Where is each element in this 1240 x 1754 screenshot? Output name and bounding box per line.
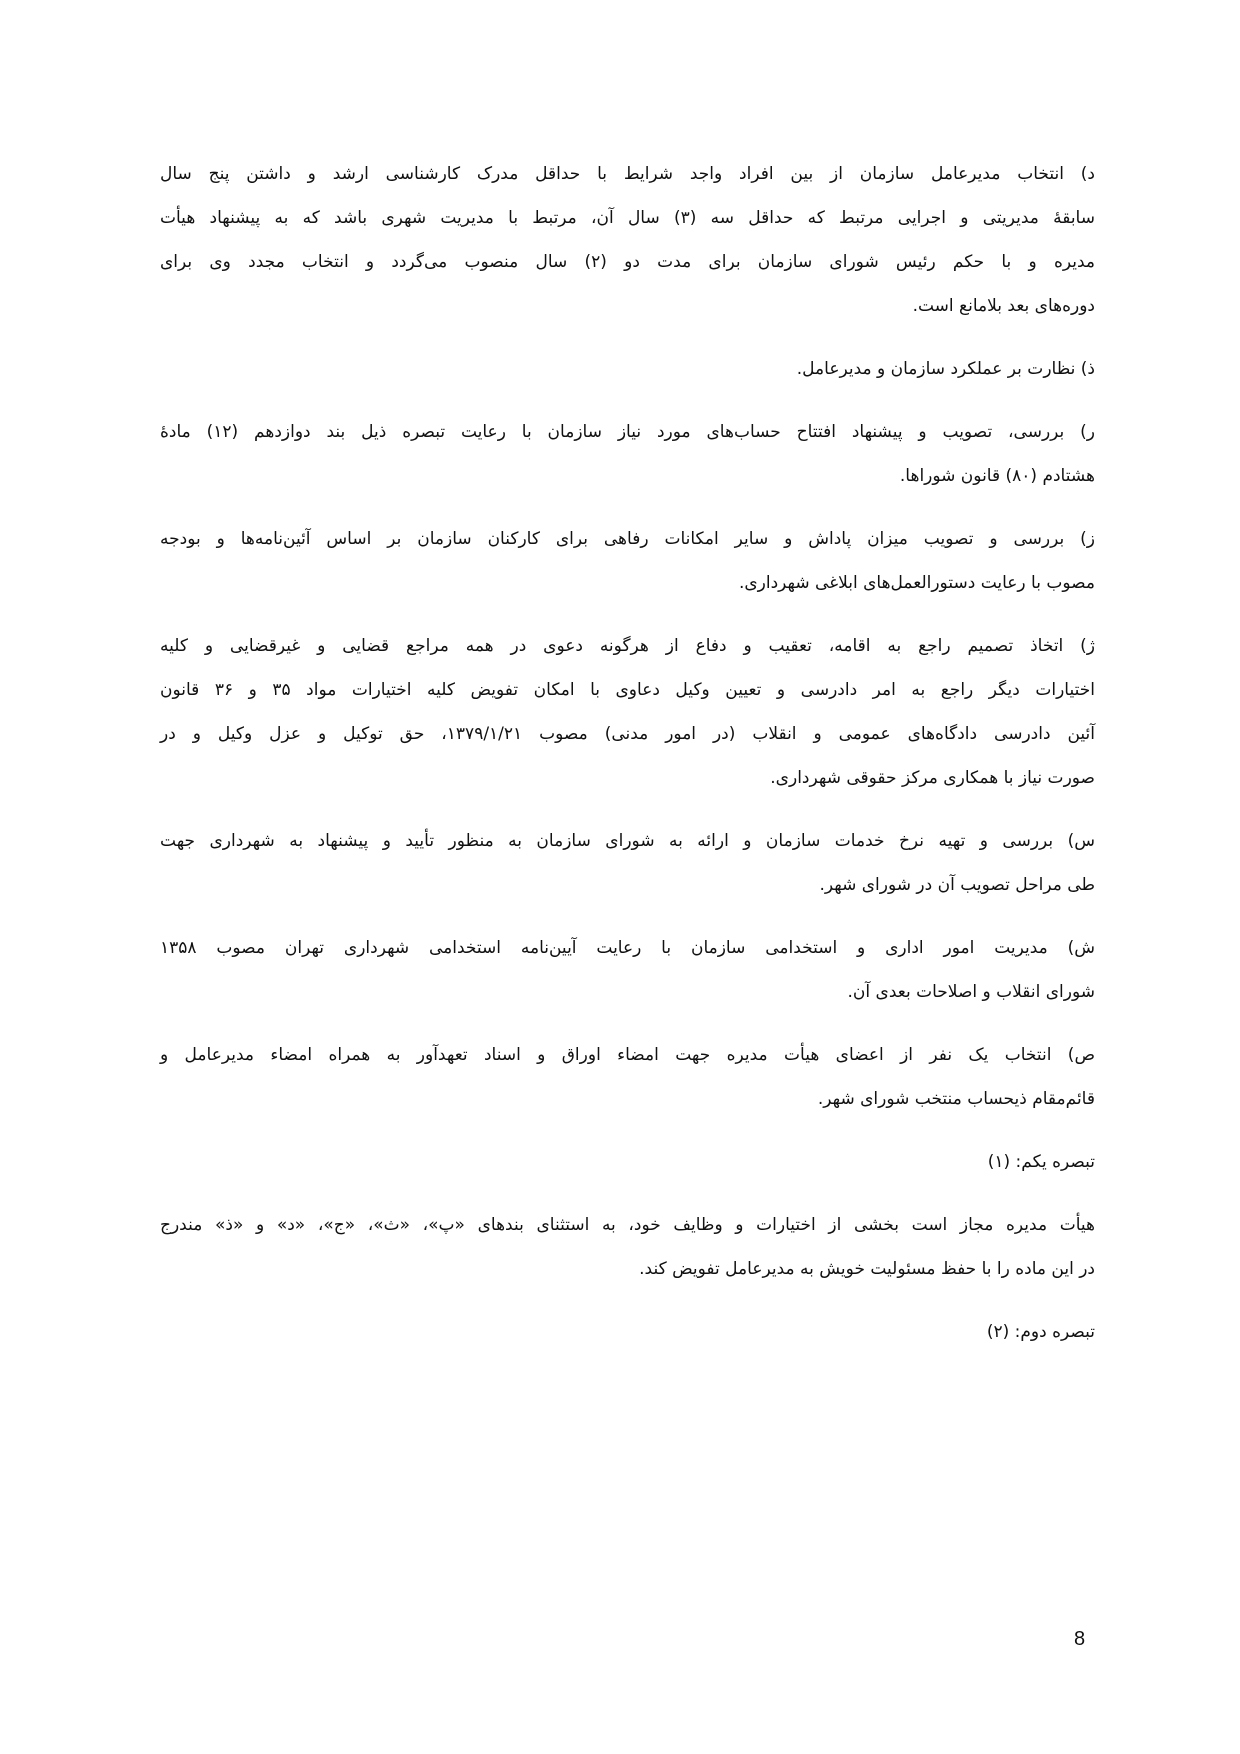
paragraph xyxy=(160,410,1095,498)
document-body xyxy=(160,152,1095,1373)
paragraph xyxy=(160,819,1095,907)
paragraph xyxy=(160,1140,1095,1184)
paragraph xyxy=(160,1310,1095,1354)
text-line: ر) بررسی، تصویب و پیشنهاد افتتاح حساب‌های مورد نیاز سازمان با رعایت تبصره ذیل بند دوازدهم (۱۲) مادهٔ xyxy=(160,422,1095,442)
text-line: در این ماده را با حفظ مسئولیت خویش به مدیرعامل تفویض کند. xyxy=(639,1259,1095,1279)
text-line: مصوب با رعایت دستورالعمل‌های ابلاغی شهرداری. xyxy=(738,573,1095,593)
text-line: هیأت مدیره مجاز است بخشی از اختیارات و وظایف خود، به استثنای بندهای «پ»، «ث»، «ج»، «د» و «ذ» مندرج xyxy=(160,1215,1095,1235)
text-line: مدیره و با حکم رئیس شورای سازمان برای مدت دو (۲) سال منصوب می‌گردد و انتخاب مجدد وی برای xyxy=(160,252,1095,272)
text-line: قائم‌مقام ذیحساب منتخب شورای شهر. xyxy=(817,1089,1095,1109)
text-line: شورای انقلاب و اصلاحات بعدی آن. xyxy=(847,982,1095,1002)
text-line: د) انتخاب مدیرعامل سازمان از بین افراد واجد شرایط با حداقل مدرک کارشناسی ارشد و داشتن پنج سال xyxy=(160,164,1095,184)
text-line: ش) مدیریت امور اداری و استخدامی سازمان با رعایت آیین‌نامه استخدامی شهرداری تهران مصوب ۱۳۵۸ xyxy=(160,938,1095,958)
text-line: اختیارات دیگر راجع به امر دادرسی و تعیین وکیل دعاوی با امکان تفویض کلیه اختیارات مواد ۳۵ و ۳۶ قانون xyxy=(160,680,1095,700)
text-line: ژ) اتخاذ تصمیم راجع به اقامه، تعقیب و دفاع از هرگونه دعوی در همه مراجع قضایی و غیرقضایی و کلیه xyxy=(160,636,1095,656)
paragraph xyxy=(160,517,1095,605)
page-number: 8 xyxy=(1074,1628,1086,1650)
text-line: ص) انتخاب یک نفر از اعضای هیأت مدیره جهت امضاء اوراق و اسناد تعهدآور به همراه امضاء مدیرعامل و xyxy=(160,1045,1095,1065)
paragraph xyxy=(160,1203,1095,1291)
text-line: طی مراحل تصویب آن در شورای شهر. xyxy=(819,875,1095,895)
paragraph xyxy=(160,1033,1095,1121)
text-line: تبصره دوم: (۲) xyxy=(986,1322,1095,1342)
text-line: هشتادم (۸۰) قانون شوراها. xyxy=(899,466,1095,486)
text-line: س) بررسی و تهیه نرخ خدمات سازمان و ارائه به شورای سازمان به منظور تأیید و پیشنهاد به شهرداری جهت xyxy=(160,831,1095,851)
text-line: ذ) نظارت بر عملکرد سازمان و مدیرعامل. xyxy=(796,359,1095,379)
text-line: ز) بررسی و تصویب میزان پاداش و سایر امکانات رفاهی برای کارکنان سازمان بر اساس آئین‌نامه‌ها و بودجه xyxy=(160,529,1095,549)
text-line: سابقهٔ مدیریتی و اجرایی مرتبط که حداقل سه (۳) سال آن، مرتبط با مدیریت شهری باشد که به پیشنهاد هیأت xyxy=(160,208,1095,228)
paragraph xyxy=(160,347,1095,391)
text-line: تبصره یکم: (۱) xyxy=(987,1152,1095,1172)
text-line: صورت نیاز با همکاری مرکز حقوقی شهرداری. xyxy=(770,768,1095,788)
paragraph xyxy=(160,926,1095,1014)
text-line: دوره‌های بعد بلامانع است. xyxy=(912,296,1095,316)
paragraph xyxy=(160,624,1095,800)
text-line: آئین دادرسی دادگاه‌های عمومی و انقلاب (در امور مدنی) مصوب ۱۳۷۹/۱/۲۱، حق توکیل و عزل وکیل و در xyxy=(160,724,1095,744)
paragraph xyxy=(160,152,1095,328)
